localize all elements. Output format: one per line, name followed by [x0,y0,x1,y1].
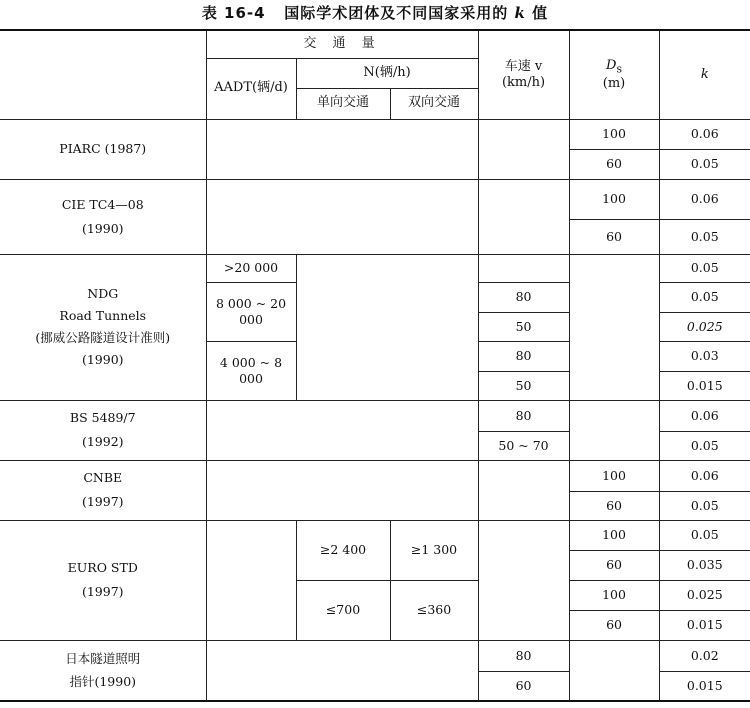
speed-header [478,30,569,119]
k-cell: 0.05 [659,431,750,460]
k-cell: 0.05 [659,149,750,179]
org-ndg: NDG Road Tunnels (挪威公路隧道设计准则) (1990) [0,254,206,400]
table-row [0,179,750,219]
traffic-cell [206,460,478,520]
speed-cell [478,179,569,254]
aadt-cell [206,520,296,640]
k-cell: 0.05 [659,282,750,312]
table-caption-suffix: 值 [532,4,549,22]
k-cell: 0.015 [659,371,750,400]
speed-cell: 50 [478,371,569,400]
aadt-cell: >20 000 [206,254,296,282]
ds-cell: 100 [569,580,659,610]
traffic-cell [206,640,478,701]
traffic-cell [206,179,478,254]
table-row [0,254,750,282]
ds-cell: 60 [569,610,659,640]
table-caption: 国际学术团体及不同国家采用的 [284,4,509,22]
table-row [0,400,750,431]
ds-cell [569,254,659,400]
n-cell [296,254,478,400]
k-cell: 0.015 [659,671,750,701]
one-way-cell: ≤700 [296,580,390,640]
k-cell: 0.035 [659,550,750,580]
k-cell: 0.05 [659,219,750,254]
org-cnbe: CNBE (1997) [0,460,206,520]
table-row [0,460,750,491]
two-way-cell: ≤360 [390,580,478,640]
table-number: 表 16-4 [201,4,266,22]
table-row [0,640,750,671]
speed-cell: 80 [478,640,569,671]
one-way-cell: ≥2 400 [296,520,390,580]
k-header: k [659,30,750,119]
k-cell: 0.05 [659,491,750,520]
speed-cell: 50 ~ 70 [478,431,569,460]
ds-unit: (m) [602,75,626,91]
aadt-cell: 8 000 ~ 20 000 [206,282,296,341]
k-cell: 0.06 [659,460,750,491]
ds-cell: 60 [569,491,659,520]
org-piarc: PIARC (1987) [0,119,206,179]
org-cie: CIE TC4—08 (1990) [0,179,206,254]
speed-cell [478,460,569,520]
speed-cell: 80 [478,341,569,371]
two-way-cell: ≥1 300 [390,520,478,580]
table-row [0,119,750,149]
k-cell: 0.06 [659,119,750,149]
k-cell: 0.06 [659,400,750,431]
k-cell: 0.025 [659,312,750,341]
ds-subscript: s [616,62,623,76]
k-value-table [0,29,750,702]
speed-cell [478,254,569,282]
ds-cell: 60 [569,219,659,254]
ds-cell: 60 [569,149,659,179]
aadt-cell: 4 000 ~ 8 000 [206,341,296,400]
traffic-cell [206,119,478,179]
k-cell: 0.05 [659,254,750,282]
ds-label: D [606,57,617,73]
k-cell: 0.015 [659,610,750,640]
org-bs: BS 5489/7 (1992) [0,400,206,460]
table-row [0,520,750,550]
speed-cell [478,520,569,640]
table-title [0,2,750,23]
aadt-header: AADT(辆/d) [206,58,296,119]
n-header: N(辆/h) [296,58,478,88]
org-header [0,30,206,119]
k-variable: k [514,4,526,22]
k-cell: 0.02 [659,640,750,671]
speed-label: 车速 v [504,58,543,74]
speed-unit: (km/h) [501,74,546,90]
one-way-header: 单向交通 [296,88,390,119]
speed-cell [478,119,569,179]
ds-header [569,30,659,119]
org-euro: EURO STD (1997) [0,520,206,640]
org-japan: 日本隧道照明 指针(1990) [0,640,206,701]
traffic-cell [206,400,478,460]
ds-cell: 100 [569,520,659,550]
ds-cell: 60 [569,550,659,580]
k-cell: 0.03 [659,341,750,371]
k-cell: 0.05 [659,520,750,550]
k-cell: 0.025 [659,580,750,610]
speed-cell: 80 [478,400,569,431]
header-row [0,30,750,58]
ds-cell: 100 [569,460,659,491]
k-cell: 0.06 [659,179,750,219]
speed-cell: 80 [478,282,569,312]
ds-cell: 100 [569,119,659,149]
speed-cell: 50 [478,312,569,341]
ds-cell: 100 [569,179,659,219]
ds-cell [569,640,659,701]
speed-cell: 60 [478,671,569,701]
ds-cell [569,400,659,460]
traffic-header: 交 通 量 [206,30,478,58]
two-way-header: 双向交通 [390,88,478,119]
